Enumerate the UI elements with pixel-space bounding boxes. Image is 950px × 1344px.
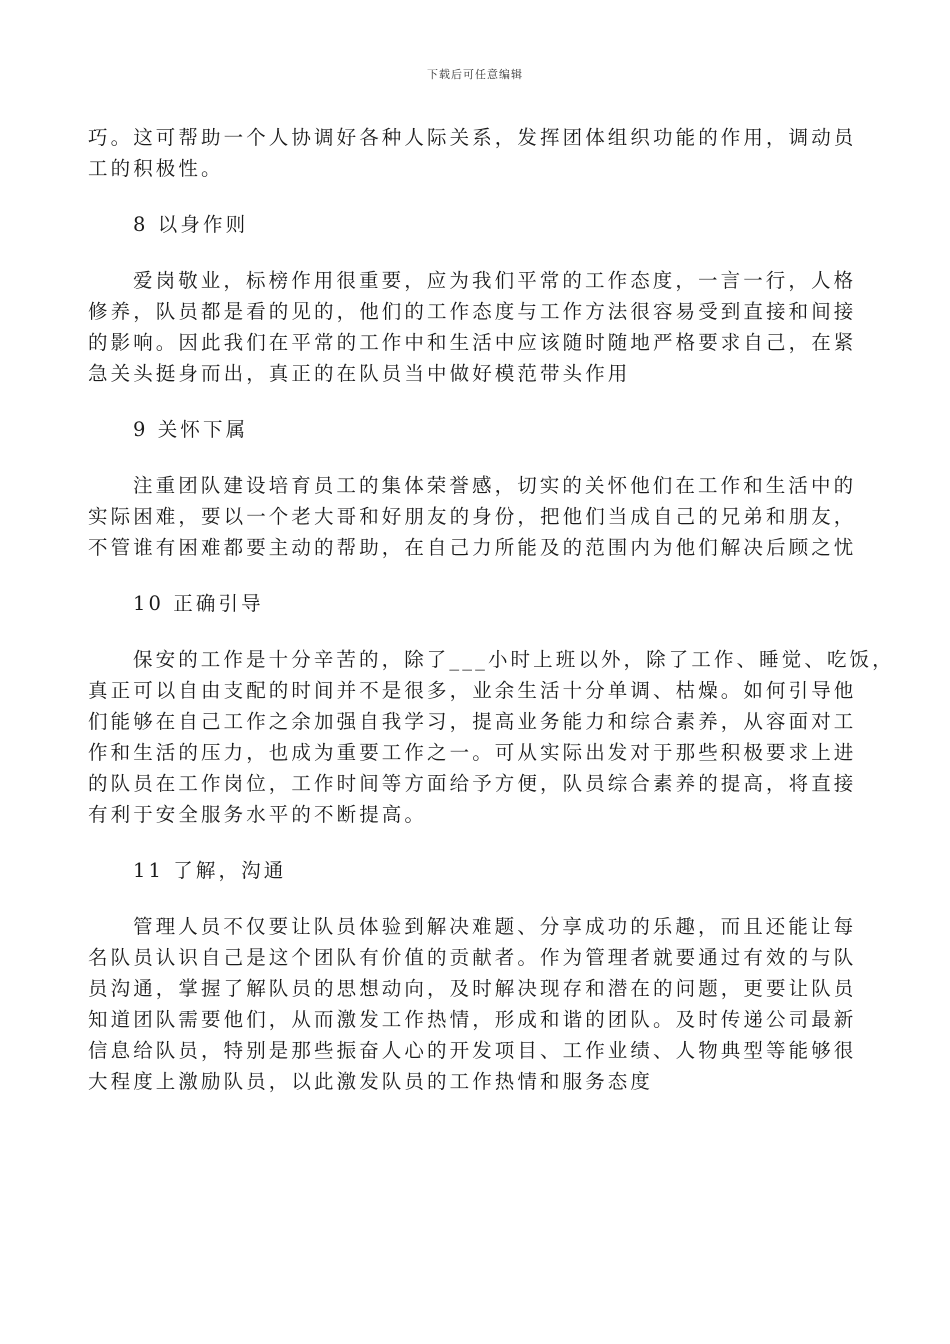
header-note: 下载后可任意编辑 [427, 68, 523, 81]
text-line: 管理人员不仅要让队员体验到解决难题、分享成功的乐趣，而且还能让每 [133, 915, 857, 938]
text-line: 知道团队需要他们，从而激发工作热情，形成和谐的团队。及时传递公司最新 [88, 1008, 857, 1031]
paragraph-continuation [88, 122, 858, 184]
text-line: 修养，队员都是看的见的，他们的工作态度与工作方法很容易受到直接和间接 [88, 300, 857, 323]
text-line: 作和生活的压力，也成为重要工作之一。可从实际出发对于那些积极要求上进 [88, 741, 857, 764]
text-line: 员沟通，掌握了解队员的思想动向，及时解决现存和潜在的问题，更要让队员 [88, 977, 857, 1000]
section-heading-8: 8 以身作则 [133, 213, 249, 236]
section-heading-9: 9 关怀下属 [133, 418, 249, 441]
text-line: 有利于安全服务水平的不断提高。 [88, 803, 428, 826]
text-line: 保安的工作是十分辛苦的，除了___小时上班以外，除了工作、睡觉、吃饭， [133, 648, 895, 671]
text-line: 急关头挺身而出，真正的在队员当中做好模范带头作用 [88, 362, 631, 385]
paragraph-section-9 [88, 470, 858, 563]
document-body [88, 122, 895, 1097]
text-line: 们能够在自己工作之余加强自我学习，提高业务能力和综合素养，从容面对工 [88, 710, 857, 733]
text-line: 巧。这可帮助一个人协调好各种人际关系，发挥团体组织功能的作用，调动员 [88, 126, 857, 149]
text-line: 不管谁有困难都要主动的帮助，在自己力所能及的范围内为他们解决后顾之忧 [88, 536, 857, 559]
text-line: 真正可以自由支配的时间并不是很多，业余生活十分单调、枯燥。如何引导他 [88, 679, 857, 702]
text-line: 工的积极性。 [88, 157, 224, 180]
text-line: 的影响。因此我们在平常的工作中和生活中应该随时随地严格要求自己，在紧 [88, 331, 857, 354]
text-line: 大程度上激励队员，以此激发队员的工作热情和服务态度 [88, 1070, 654, 1093]
paragraph-section-10 [88, 644, 895, 830]
text-line: 爱岗敬业，标榜作用很重要，应为我们平常的工作态度，一言一行，人格 [133, 269, 857, 292]
section-heading-11: 11 了解，沟通 [133, 859, 287, 882]
text-line: 的队员在工作岗位，工作时间等方面给予方便，队员综合素养的提高，将直接 [88, 772, 857, 795]
text-line: 实际困难，要以一个老大哥和好朋友的身份，把他们当成自己的兄弟和朋友， [88, 505, 857, 528]
paragraph-section-11 [88, 911, 858, 1097]
text-line: 信息给队员，特别是那些振奋人心的开发项目、工作业绩、人物典型等能够很 [88, 1039, 857, 1062]
section-heading-10: 10 正确引导 [133, 592, 264, 615]
text-line: 名队员认识自己是这个团队有价值的贡献者。作为管理者就要通过有效的与队 [88, 946, 857, 969]
text-line: 注重团队建设培育员工的集体荣誉感，切实的关怀他们在工作和生活中的 [133, 474, 857, 497]
paragraph-section-8 [88, 265, 858, 389]
